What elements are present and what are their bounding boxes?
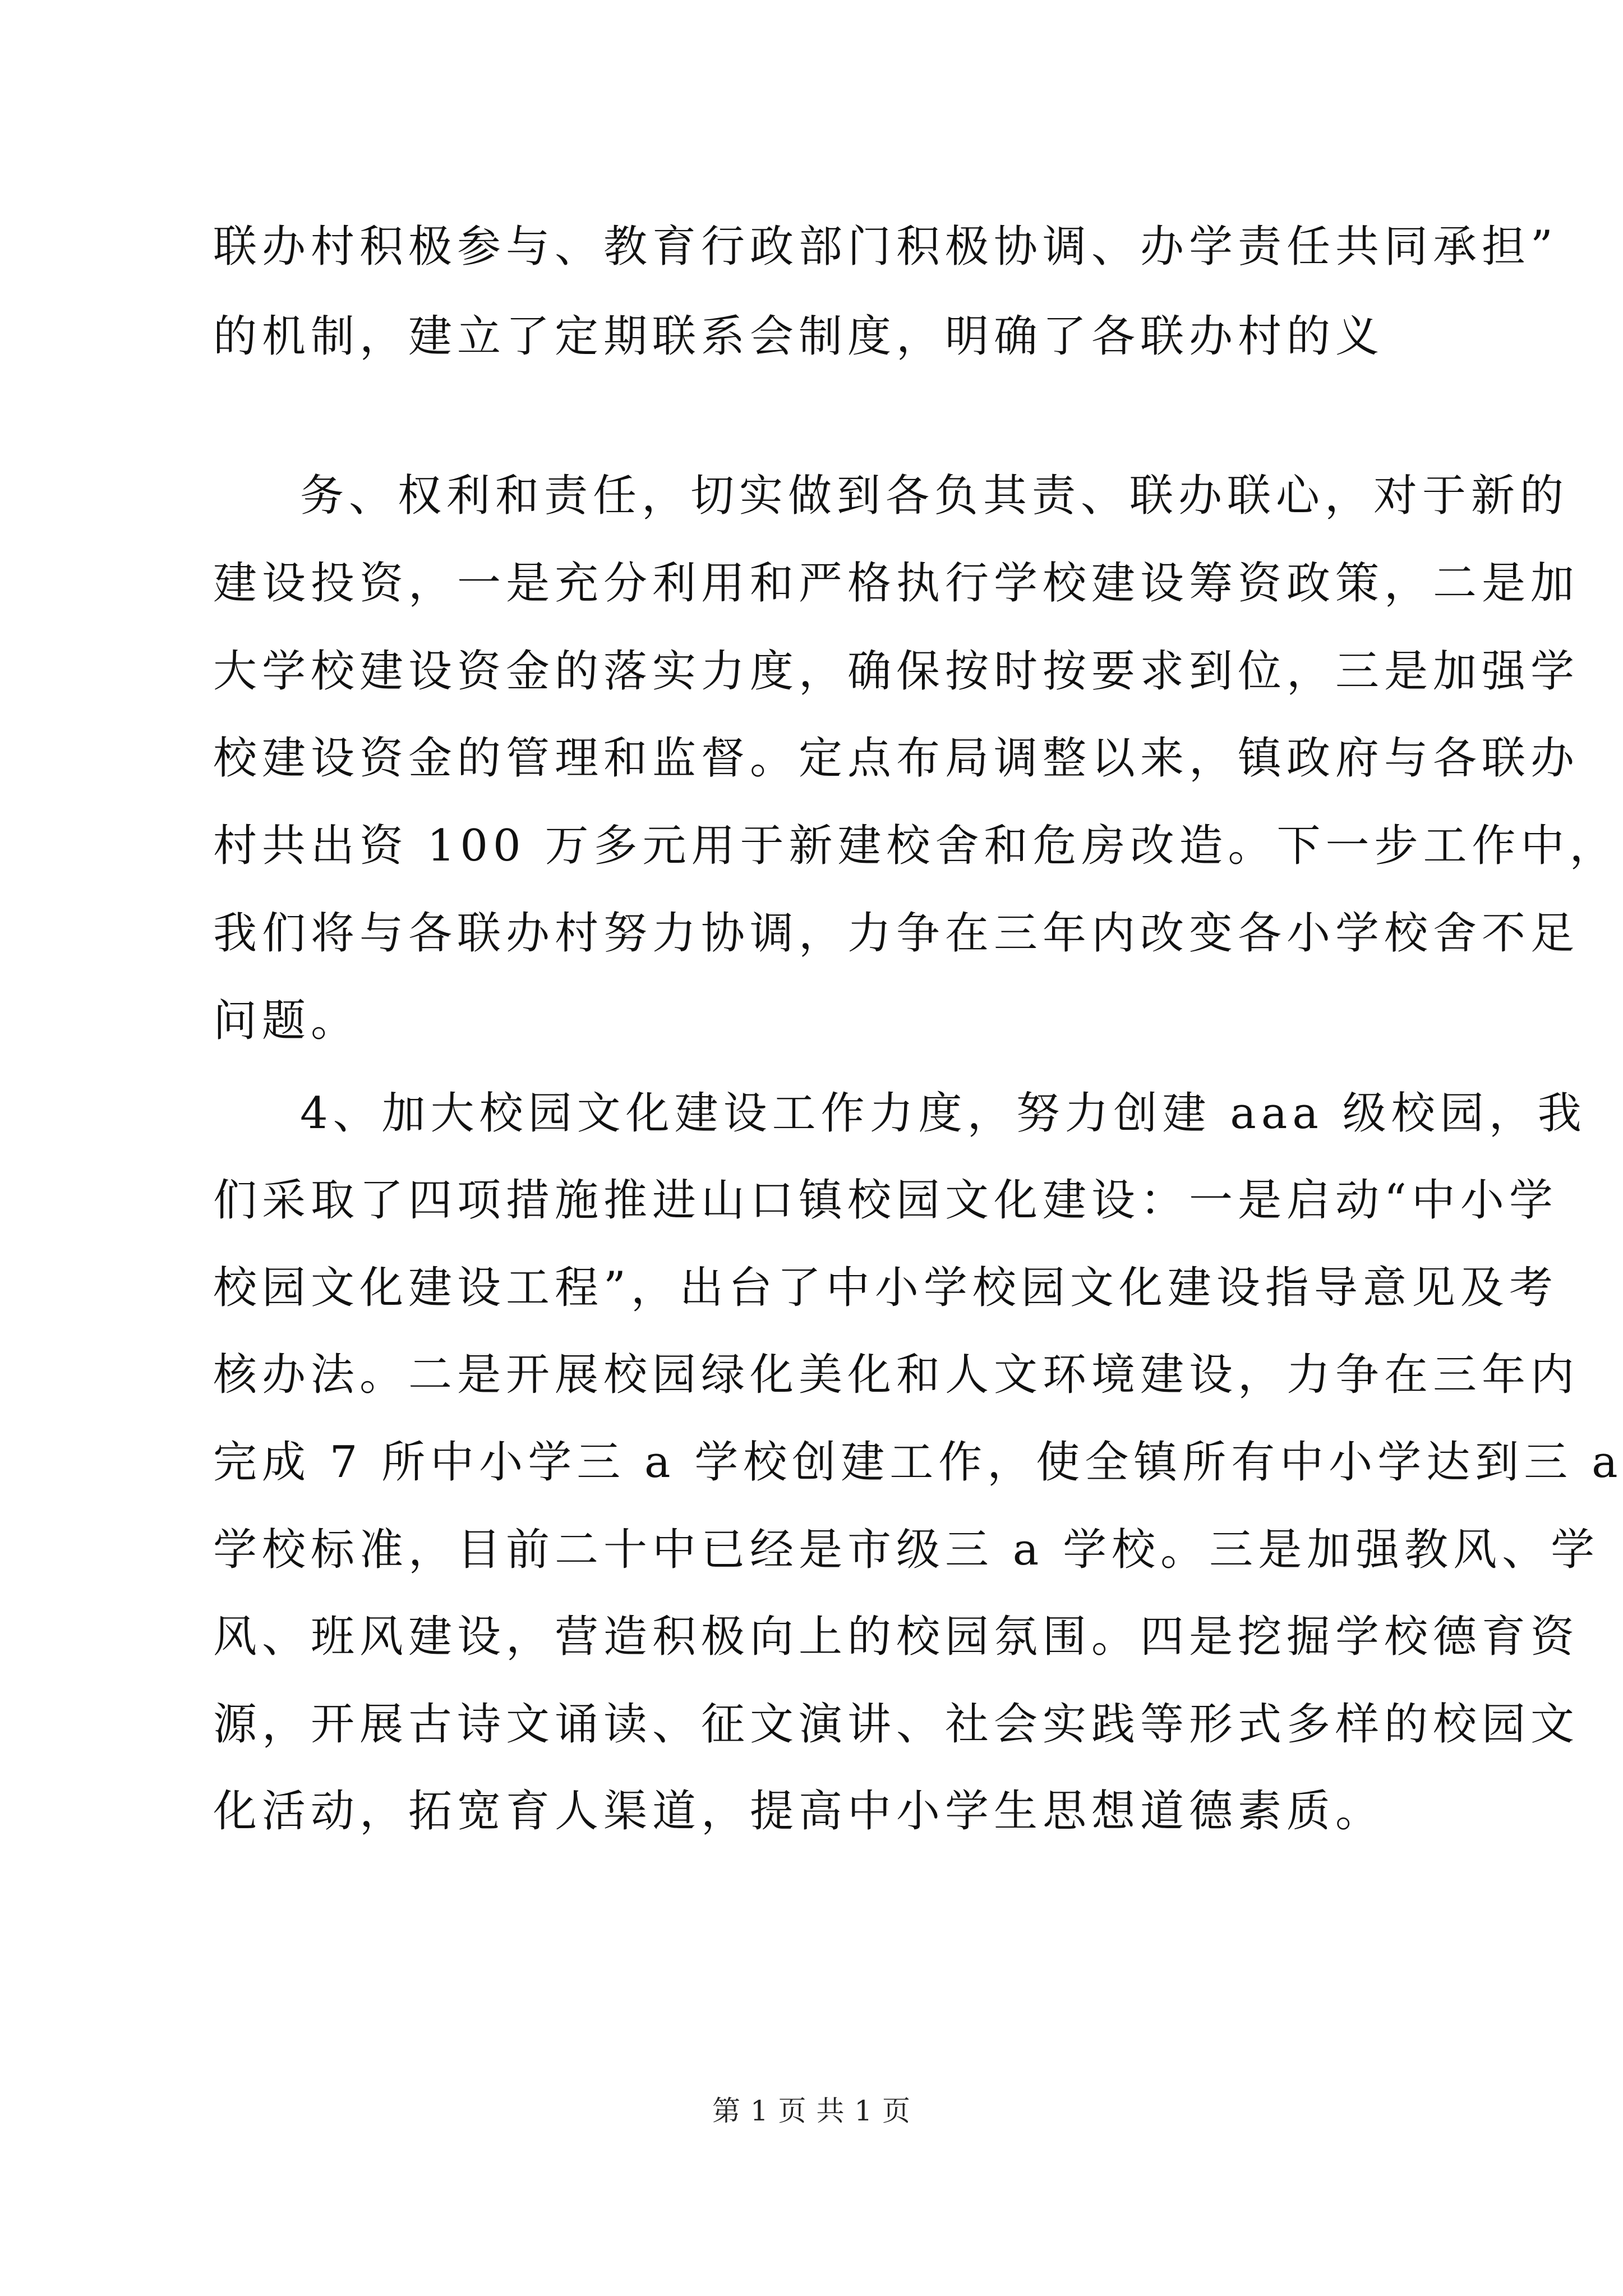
- text-line: 大学校建设资金的落实力度，确保按时按要求到位，三是加强学: [213, 646, 1580, 697]
- text-line: 联办村积极参与、教育行政部门积极协调、办学责任共同承担”: [213, 222, 1558, 272]
- text-line: 村共出资 100 万多元用于新建校舍和危房改造。下一步工作中，: [213, 821, 1619, 871]
- text-line: 我们将与各联办村努力协调，力争在三年内改变各小学校舍不足: [213, 908, 1580, 959]
- text-line: 问题。: [213, 996, 360, 1046]
- text-line: 务、权利和责任，切实做到各负其责、联办联心，对于新的: [300, 471, 1569, 521]
- text-line: 4、加大校园文化建设工作力度，努力创建 aaa 级校园，我: [300, 1088, 1587, 1139]
- text-line: 校园文化建设工程”，出台了中小学校园文化建设指导意见及考: [213, 1263, 1558, 1313]
- text-line: 完成 7 所中小学三 a 学校创建工作，使全镇所有中小学达到三 a: [213, 1437, 1623, 1488]
- text-line: 的机制，建立了定期联系会制度，明确了各联办村的义: [213, 311, 1385, 362]
- text-line: 化活动，拓宽育人渠道，提高中小学生思想道德素质。: [213, 1786, 1385, 1837]
- text-line: 学校标准，目前二十中已经是市级三 a 学校。三是加强教风、学: [213, 1525, 1600, 1575]
- text-line: 核办法。二是开展校园绿化美化和人文环境建设，力争在三年内: [213, 1350, 1580, 1400]
- text-line: 风、班风建设，营造积极向上的校园氛围。四是挖掘学校德育资: [213, 1612, 1580, 1662]
- text-line: 源，开展古诗文诵读、征文演讲、社会实践等形式多样的校园文: [213, 1699, 1580, 1750]
- page-footer: 第 1 页 共 1 页: [712, 2095, 911, 2127]
- text-line: 们采取了四项措施推进山口镇校园文化建设：一是启动“中小学: [213, 1175, 1558, 1226]
- text-line: 校建设资金的管理和监督。定点布局调整以来，镇政府与各联办: [213, 733, 1580, 784]
- text-line: 建设投资，一是充分利用和严格执行学校建设筹资政策，二是加: [213, 558, 1580, 609]
